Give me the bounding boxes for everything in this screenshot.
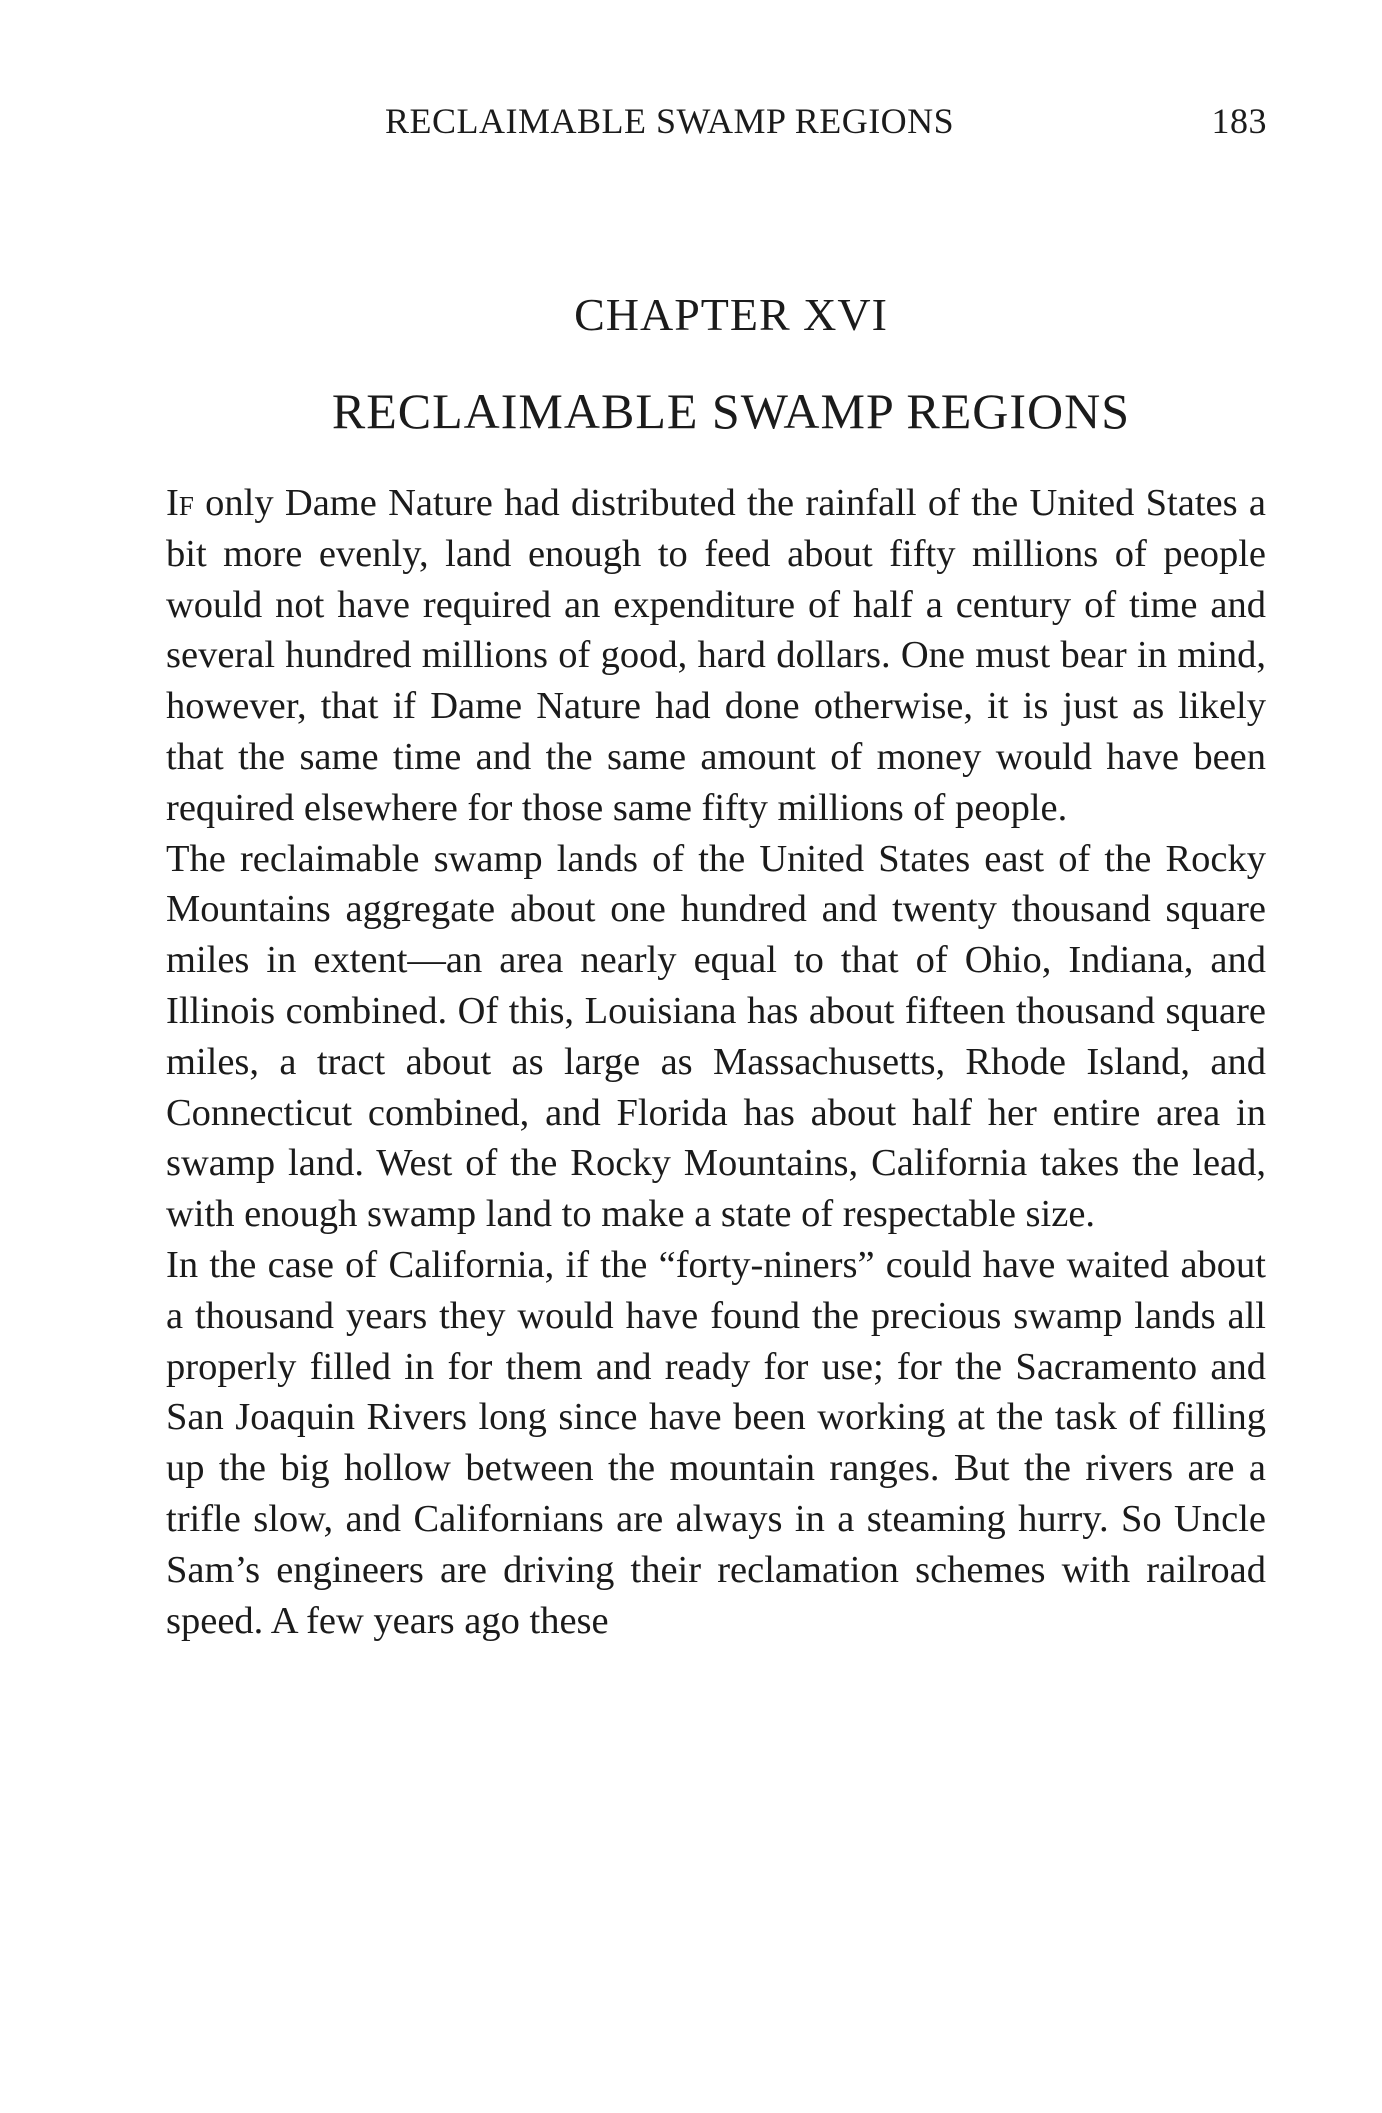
running-header: [385, 100, 1267, 150]
running-title: RECLAIMABLE SWAMP REGIONS: [385, 101, 955, 141]
paragraph-3: In the case of California, if the “forty-niners” could have waited about a thousand years they would have found the precious swamp lands all properly filled in for them and ready for use; for the Sacramento and San Joaquin Rivers long since have been working at the task of filling up the big hollow between the mountain ranges. But the rivers are a trifle slow, and Californians are always in a steaming hurry. So Uncle Sam’s engineers are driving their reclamation schemes with railroad speed. A few years ago these: [166, 1243, 1266, 1642]
paragraph-1-text: only Dame Nature had distributed the rainfall of the United States a bit more evenly, land enough to feed about fifty millions of people would not have required an expenditure of half a century of time and several hundred millions of good, hard dollars. One must bear in mind, however, that if Dame Nature had done otherwise, it is just as likely that the same time and the same amount of money would have been required elsewhere for those same fifty millions of people.: [166, 482, 1266, 829]
paragraph-initial: If: [166, 482, 194, 524]
page-number: 183: [1211, 101, 1267, 141]
chapter-number: CHAPTER XVI: [574, 289, 888, 340]
body-text: [166, 478, 1266, 1646]
chapter-title: RECLAIMABLE SWAMP REGIONS: [331, 383, 1131, 439]
paragraph-1: [166, 478, 1266, 834]
paragraph-2: The reclaimable swamp lands of the United States east of the Rocky Mountains aggregate about one hundred and twenty thousand square miles in extent—an area nearly equal to that of Ohio, Indiana, and Illinois combined. Of this, Louisiana has about fifteen thousand square miles, a tract about as large as Massachusetts, Rhode Island, and Connecticut combined, and Florida has about half her entire area in swamp land. West of the Rocky Mountains, California takes the lead, with enough swamp land to make a state of respectable size.: [166, 837, 1266, 1236]
